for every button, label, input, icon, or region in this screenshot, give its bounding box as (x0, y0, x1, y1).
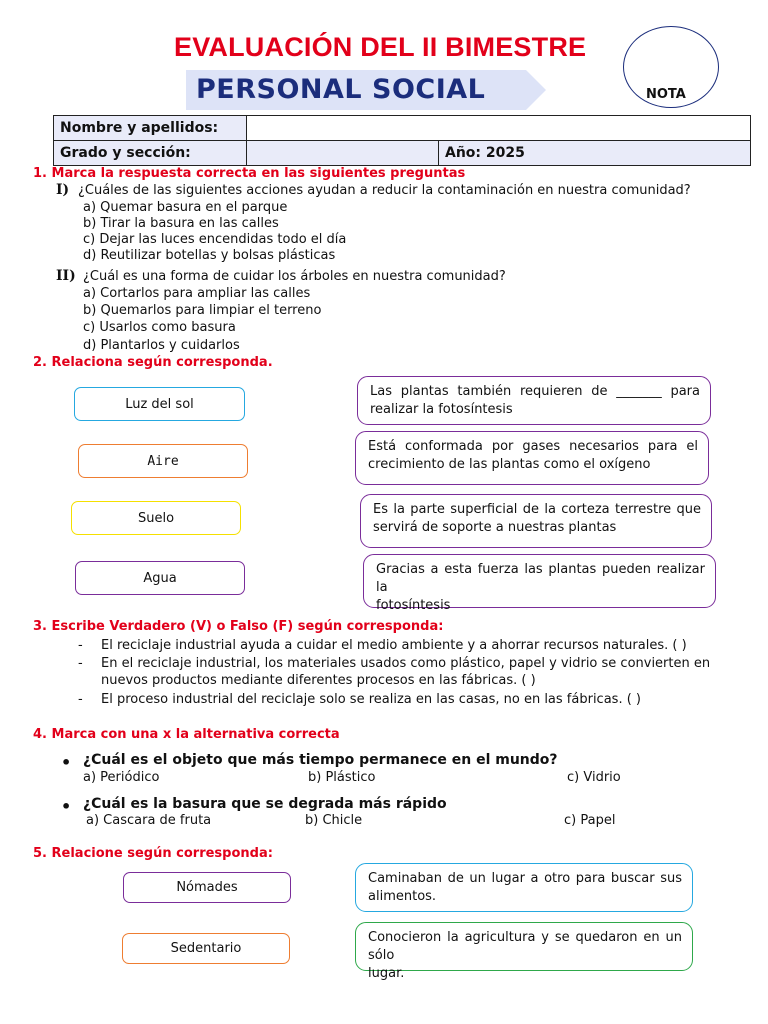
section-1-heading: 1. Marca la respuesta correcta en las siguientes preguntas (33, 166, 466, 181)
question-4-2-text: ¿Cuál es la basura que se degrada más rápido (83, 796, 447, 812)
subject-title: PERSONAL SOCIAL (196, 74, 486, 105)
dash-marker: - (78, 638, 83, 653)
match-term-label: Suelo (137, 510, 175, 526)
dash-marker: - (78, 656, 83, 671)
definition-line: Las plantas también requieren de _______ para (370, 384, 700, 399)
grade-section-field[interactable] (247, 141, 439, 166)
match-definition-4[interactable] (363, 554, 716, 613)
question-2-text: ¿Cuál es una forma de cuidar los árboles en nuestra comunidad? (83, 269, 506, 284)
match-description-sedentario[interactable] (355, 922, 693, 981)
true-false-item-1[interactable]: El reciclaje industrial ayuda a cuidar el medio ambiente y a ahorrar recursos naturales. ( ) (101, 638, 687, 653)
q1-option-d[interactable]: d) Reutilizar botellas y bolsas plásticas (83, 248, 336, 263)
q1-option-a[interactable]: a) Quemar basura en el parque (83, 200, 288, 215)
description-line: lugar. (368, 966, 405, 981)
student-info-table (53, 115, 751, 166)
section-2-heading: 2. Relaciona según corresponda. (33, 355, 273, 370)
definition-line: Es la parte superficial de la corteza terrestre que (373, 502, 701, 517)
q4-1-option-a[interactable]: a) Periódico (83, 770, 160, 785)
question-4-1-text: ¿Cuál es el objeto que más tiempo permanece en el mundo? (83, 752, 558, 768)
q2-option-a[interactable]: a) Cortarlos para ampliar las calles (83, 286, 311, 301)
section-3-heading: 3. Escribe Verdadero (V) o Falso (F) según corresponda: (33, 619, 444, 634)
match-description-nomades[interactable] (355, 863, 693, 912)
match-term-aire[interactable] (78, 444, 248, 478)
question-1-numeral: I) (56, 182, 70, 198)
definition-line: Gracias a esta fuerza las plantas pueden realizar la (376, 562, 705, 595)
section-5-heading: 5. Relacione según corresponda: (33, 846, 273, 861)
true-false-item-2-line-2[interactable]: nuevos productos mediante diferentes procesos en las fábricas. ( ) (101, 673, 536, 688)
name-label: Nombre y apellidos: (54, 116, 247, 141)
definition-line: Está conformada por gases necesarios para el (368, 439, 698, 454)
year-label: Año: 2025 (439, 141, 751, 166)
match-term-label: Aire (147, 453, 179, 469)
q4-2-option-b[interactable]: b) Chicle (305, 813, 363, 828)
match-term-label: Nómades (176, 880, 238, 895)
q4-1-option-c[interactable]: c) Vidrio (567, 770, 621, 785)
definition-line: realizar la fotosíntesis (370, 402, 513, 417)
q2-option-d[interactable]: d) Plantarlos y cuidarlos (83, 338, 240, 353)
page-title: EVALUACIÓN DEL II BIMESTRE (174, 32, 587, 62)
match-term-suelo[interactable] (71, 501, 241, 535)
description-line: alimentos. (368, 889, 437, 904)
match-definition-2[interactable] (355, 431, 709, 485)
q4-1-option-b[interactable]: b) Plástico (308, 770, 376, 785)
match-term-label: Luz del sol (125, 396, 194, 412)
bullet-marker: • (61, 753, 72, 772)
definition-line: crecimiento de las plantas como el oxígeno (368, 457, 651, 472)
match-term-nomades[interactable] (123, 872, 291, 903)
q2-option-c[interactable]: c) Usarlos como basura (83, 320, 236, 335)
description-line: Caminaban de un lugar a otro para buscar sus (368, 871, 682, 886)
match-term-luz-del-sol[interactable] (74, 387, 245, 421)
definition-line: servirá de soporte a nuestras plantas (373, 520, 617, 535)
true-false-item-2-line-1[interactable]: En el reciclaje industrial, los materiales usados como plástico, papel y vidrio se convierten en (101, 656, 711, 671)
q4-2-option-c[interactable]: c) Papel (564, 813, 616, 828)
bullet-marker: • (61, 797, 72, 816)
dash-marker: - (78, 692, 83, 707)
match-definition-3[interactable] (360, 494, 712, 548)
description-line: Conocieron la agricultura y se quedaron en un sólo (368, 930, 682, 963)
q1-option-c[interactable]: c) Dejar las luces encendidas todo el día (83, 232, 347, 247)
match-term-sedentario[interactable] (122, 933, 290, 964)
definition-line: fotosíntesis (376, 598, 451, 613)
q1-option-b[interactable]: b) Tirar la basura en las calles (83, 216, 279, 231)
match-term-label: Sedentario (170, 941, 242, 956)
match-definition-1[interactable] (357, 376, 711, 425)
question-2-numeral: II) (56, 268, 76, 284)
grade-label: NOTA (646, 87, 686, 102)
name-field[interactable] (247, 116, 751, 141)
match-term-label: Agua (143, 570, 177, 586)
q4-2-option-a[interactable]: a) Cascara de fruta (86, 813, 212, 828)
match-term-agua[interactable] (75, 561, 245, 595)
true-false-item-3[interactable]: El proceso industrial del reciclaje solo se realiza en las casas, no en las fábricas. ( ) (101, 692, 641, 707)
grade-section-label: Grado y sección: (54, 141, 247, 166)
section-4-heading: 4. Marca con una x la alternativa correcta (33, 727, 340, 742)
q2-option-b[interactable]: b) Quemarlos para limpiar el terreno (83, 303, 322, 318)
question-1-text: ¿Cuáles de las siguientes acciones ayudan a reducir la contaminación en nuestra comunidad? (78, 183, 691, 198)
